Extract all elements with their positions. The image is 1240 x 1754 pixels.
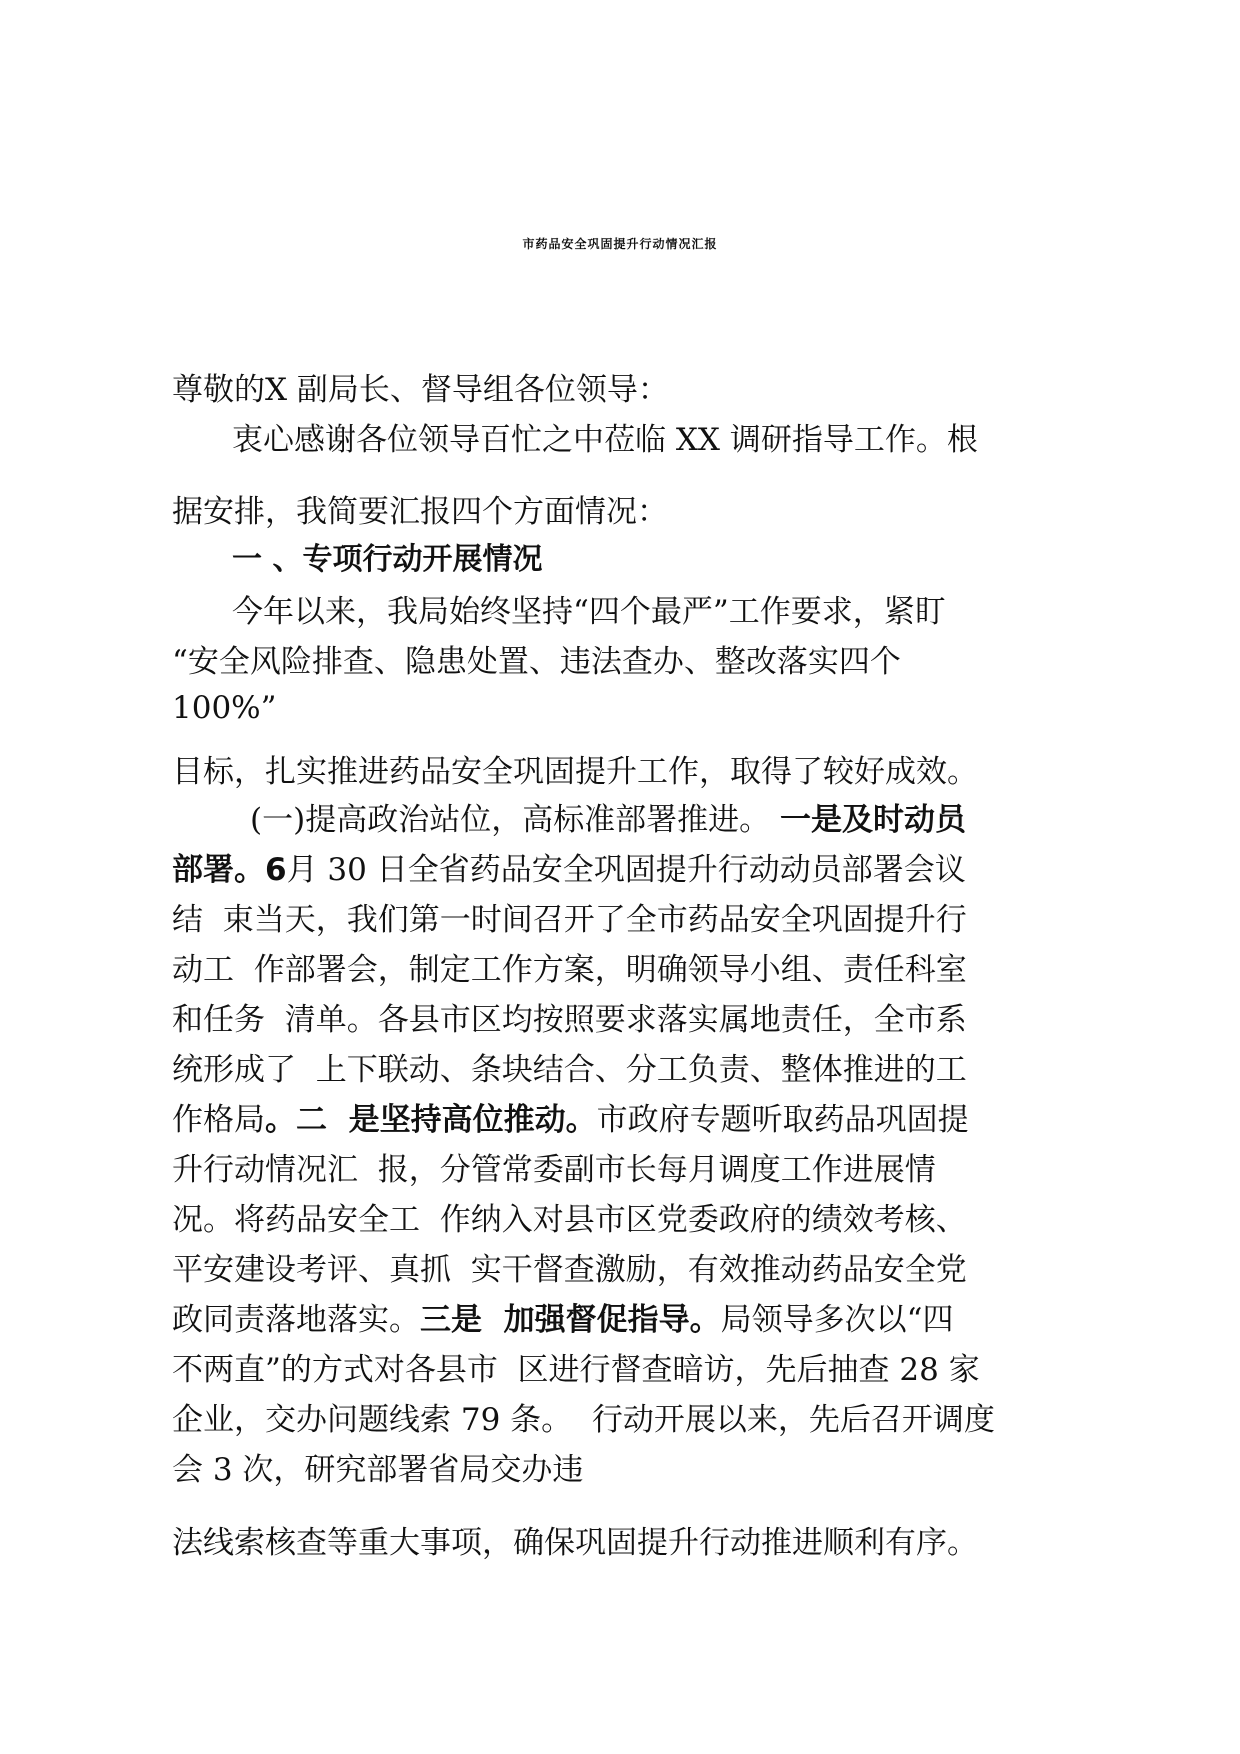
paragraph-line: 统形成了 上下联动、条块结合、分工负责、整体推进的工 <box>172 1052 967 1088</box>
paragraph-line: 目标，扎实推进药品安全巩固提升工作，取得了较好成效。 <box>172 754 978 790</box>
paragraph-line <box>172 852 966 888</box>
paragraph-line <box>172 1102 969 1138</box>
paragraph-line: 平安建设考评、真抓 实干督查激励，有效推动药品安全党 <box>172 1252 967 1288</box>
paragraph-line: 今年以来，我局始终坚持“四个最严”工作要求，紧盯 <box>232 594 946 630</box>
subsection-title: (一)提高政治站位，高标准部署推进。 <box>250 802 771 838</box>
paragraph-line: 不两直”的方式对各县市 区进行督查暗访，先后抽查 28 家 <box>172 1352 980 1388</box>
salutation: 尊敬的X 副局长、督导组各位领导： <box>172 372 669 408</box>
paragraph-line: 会 3 次，研究部署省局交办违 <box>172 1452 584 1488</box>
paragraph-line: 法线索核查等重大事项，确保巩固提升行动推进顺利有序。 <box>172 1525 978 1561</box>
paragraph-line: 升行动情况汇 报，分管常委副市长每月调度工作进展情 <box>172 1152 936 1188</box>
paragraph-line: 和任务 清单。各县市区均按照要求落实属地责任，全市系 <box>172 1002 967 1038</box>
paragraph-line: 动工 作部署会，制定工作方案，明确领导小组、责任科室 <box>172 952 967 988</box>
bold-lead: 一是及时动员 <box>780 802 967 838</box>
paragraph-text: 作格局 <box>172 1102 265 1138</box>
bold-lead: 。二 是坚持高位推动。 <box>265 1102 597 1138</box>
paragraph-text: 局领导多次以“四 <box>720 1302 954 1338</box>
subsection-line <box>250 802 967 838</box>
paragraph-line: “安全风险排查、隐患处置、违法查办、整改落实四个 <box>172 644 901 680</box>
paragraph-text: 政同责落地落实。 <box>172 1302 420 1338</box>
bold-lead: 三是 加强督促指导。 <box>420 1302 721 1338</box>
paragraph-line: 100%” <box>172 690 277 726</box>
paragraph-line <box>172 1302 954 1338</box>
paragraph-text: 月 30 日全省药品安全巩固提升行动动员部署会议 <box>286 852 966 888</box>
paragraph-line: 企业，交办问题线索 79 条。 行动开展以来，先后召开调度 <box>172 1402 995 1438</box>
document-title: 市药品安全巩固提升行动情况汇报 <box>522 237 718 251</box>
paragraph-line: 况。将药品安全工 作纳入对县市区党委政府的绩效考核、 <box>172 1202 967 1238</box>
paragraph-line: 结 束当天，我们第一时间召开了全市药品安全巩固提升行 <box>172 902 967 938</box>
paragraph-text: 市政府专题听取药品巩固提 <box>596 1102 969 1138</box>
section-heading: 一 、专项行动开展情况 <box>232 542 543 577</box>
intro-line: 据安排，我简要汇报四个方面情况： <box>172 494 668 530</box>
bold-lead: 部署。6 <box>172 852 287 888</box>
intro-line: 衷心感谢各位领导百忙之中莅临 XX 调研指导工作。根 <box>232 422 978 458</box>
